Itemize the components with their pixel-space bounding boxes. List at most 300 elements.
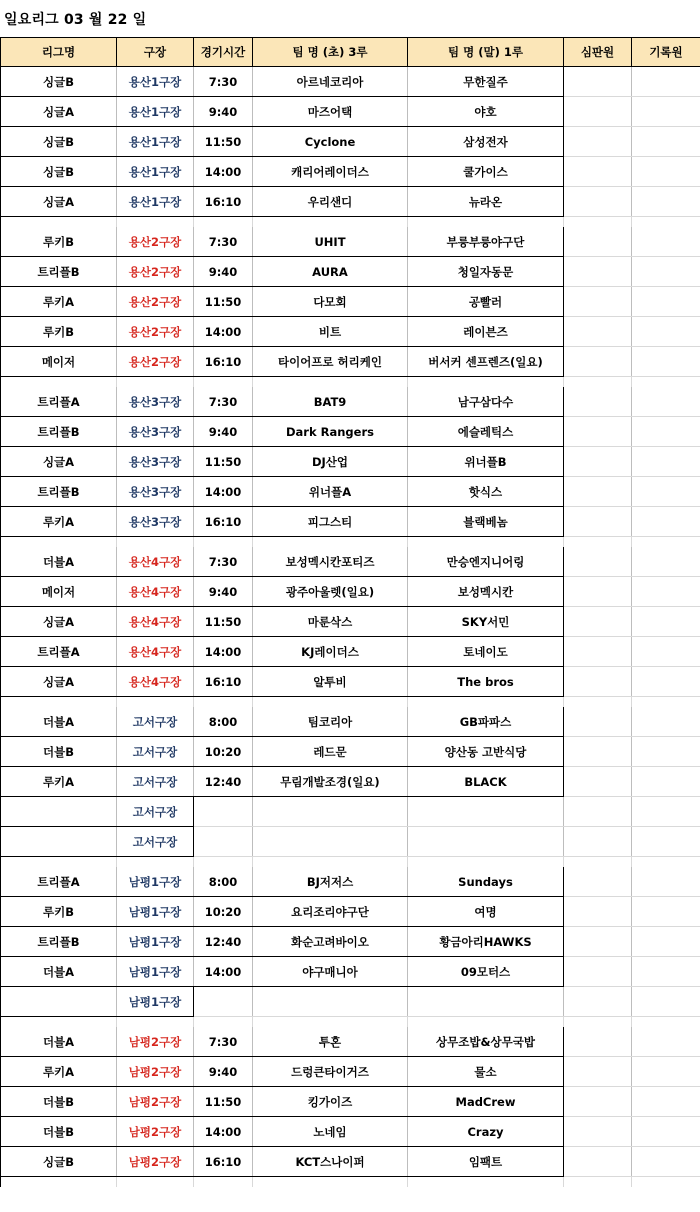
league-cell: 트리플B	[1, 927, 117, 957]
scorer-cell	[632, 257, 700, 287]
umpire-cell	[564, 897, 632, 927]
team-bottom-cell: 레이븐즈	[408, 317, 564, 347]
venue-cell: 용산4구장	[117, 607, 194, 637]
venue-cell: 용산1구장	[117, 97, 194, 127]
scorer-cell	[632, 447, 700, 477]
league-cell: 싱글A	[1, 667, 117, 697]
group-spacer	[1, 217, 700, 228]
umpire-cell	[564, 547, 632, 577]
umpire-cell	[564, 797, 632, 827]
league-cell	[1, 987, 117, 1017]
time-cell: 7:30	[194, 547, 253, 577]
time-cell: 9:40	[194, 1057, 253, 1087]
spacer-cell	[564, 537, 632, 548]
umpire-cell	[564, 1147, 632, 1177]
league-cell: 루키A	[1, 507, 117, 537]
venue-cell: 고서구장	[117, 797, 194, 827]
league-cell: 더블A	[1, 547, 117, 577]
league-cell: 싱글B	[1, 67, 117, 97]
team-top-cell: 야구매니아	[253, 957, 408, 987]
umpire-cell	[564, 927, 632, 957]
time-cell: 7:30	[194, 1027, 253, 1057]
league-cell: 싱글B	[1, 1147, 117, 1177]
time-cell	[194, 827, 253, 857]
league-cell: 루키A	[1, 287, 117, 317]
scorer-cell	[632, 507, 700, 537]
scorer-cell	[632, 737, 700, 767]
scorer-cell	[632, 317, 700, 347]
table-row	[1, 227, 700, 257]
scorer-cell	[632, 767, 700, 797]
team-top-cell: KJ레이더스	[253, 637, 408, 667]
venue-cell: 용산2구장	[117, 317, 194, 347]
team-bottom-cell: GB파파스	[408, 707, 564, 737]
time-cell: 9:40	[194, 257, 253, 287]
league-cell: 더블B	[1, 1117, 117, 1147]
team-top-cell	[253, 827, 408, 857]
spacer-cell	[408, 697, 564, 708]
scorer-cell	[632, 127, 700, 157]
spacer-cell	[408, 1017, 564, 1028]
venue-cell: 남평2구장	[117, 1027, 194, 1057]
team-bottom-cell: 양산동 고반식당	[408, 737, 564, 767]
team-bottom-cell: 여명	[408, 897, 564, 927]
table-row	[1, 97, 700, 127]
table-row	[1, 827, 700, 857]
time-cell: 14:00	[194, 1117, 253, 1147]
league-cell: 메이저	[1, 577, 117, 607]
team-bottom-cell: 뉴라온	[408, 187, 564, 217]
spacer-cell	[408, 857, 564, 868]
spacer-cell	[117, 377, 194, 388]
team-bottom-cell: 황금아리HAWKS	[408, 927, 564, 957]
umpire-cell	[564, 387, 632, 417]
team-bottom-cell: 야호	[408, 97, 564, 127]
group-spacer	[1, 857, 700, 868]
scorer-cell	[632, 227, 700, 257]
team-bottom-cell: 무한질주	[408, 67, 564, 97]
team-bottom-cell: SKY서민	[408, 607, 564, 637]
venue-cell: 용산1구장	[117, 67, 194, 97]
scorer-cell	[632, 387, 700, 417]
table-row	[1, 507, 700, 537]
table-row	[1, 987, 700, 1017]
time-cell: 14:00	[194, 157, 253, 187]
spacer-cell	[253, 217, 408, 228]
team-top-cell: UHIT	[253, 227, 408, 257]
team-top-cell: 노네임	[253, 1117, 408, 1147]
umpire-cell	[564, 577, 632, 607]
league-cell: 싱글B	[1, 157, 117, 187]
time-cell: 12:40	[194, 767, 253, 797]
scorer-cell	[632, 577, 700, 607]
spacer-cell	[1, 697, 117, 708]
venue-cell: 남평2구장	[117, 1057, 194, 1087]
scorer-cell	[632, 547, 700, 577]
header-row	[1, 38, 700, 67]
spacer-cell	[194, 1017, 253, 1028]
league-cell: 메이저	[1, 347, 117, 377]
spacer-cell	[253, 857, 408, 868]
spacer-cell	[194, 1177, 253, 1188]
table-row	[1, 1057, 700, 1087]
umpire-cell	[564, 287, 632, 317]
venue-cell: 고서구장	[117, 767, 194, 797]
time-cell: 11:50	[194, 287, 253, 317]
spacer-cell	[117, 537, 194, 548]
venue-cell: 용산3구장	[117, 507, 194, 537]
scorer-cell	[632, 897, 700, 927]
umpire-cell	[564, 317, 632, 347]
table-row	[1, 667, 700, 697]
team-bottom-cell: 블랙베놈	[408, 507, 564, 537]
spacer-cell	[194, 857, 253, 868]
schedule-table	[0, 37, 700, 1187]
time-cell: 9:40	[194, 577, 253, 607]
league-cell: 루키A	[1, 1057, 117, 1087]
table-row	[1, 347, 700, 377]
spacer-cell	[1, 217, 117, 228]
time-cell: 7:30	[194, 67, 253, 97]
scorer-cell	[632, 157, 700, 187]
team-bottom-cell: Crazy	[408, 1117, 564, 1147]
umpire-cell	[564, 347, 632, 377]
time-cell: 14:00	[194, 477, 253, 507]
page-title: 일요리그 03 월 22 일	[4, 12, 147, 28]
scorer-cell	[632, 827, 700, 857]
table-row	[1, 547, 700, 577]
table-row	[1, 957, 700, 987]
team-top-cell: Dark Rangers	[253, 417, 408, 447]
team-top-cell: BJ저저스	[253, 867, 408, 897]
venue-cell: 용산3구장	[117, 447, 194, 477]
header-scorer: 기록원	[632, 38, 700, 67]
league-cell: 싱글A	[1, 187, 117, 217]
spacer-cell	[632, 857, 700, 868]
scorer-cell	[632, 347, 700, 377]
time-cell: 14:00	[194, 317, 253, 347]
team-top-cell: 드렁큰타이거즈	[253, 1057, 408, 1087]
venue-cell: 용산4구장	[117, 547, 194, 577]
team-top-cell: 킹가이즈	[253, 1087, 408, 1117]
venue-cell: 남평1구장	[117, 957, 194, 987]
team-bottom-cell: 물소	[408, 1057, 564, 1087]
league-cell: 더블A	[1, 957, 117, 987]
umpire-cell	[564, 1057, 632, 1087]
team-bottom-cell	[408, 987, 564, 1017]
venue-cell: 남평2구장	[117, 1117, 194, 1147]
time-cell: 11:50	[194, 127, 253, 157]
table-row	[1, 637, 700, 667]
venue-cell: 고서구장	[117, 737, 194, 767]
time-cell: 16:10	[194, 187, 253, 217]
team-bottom-cell: 부릉부릉야구단	[408, 227, 564, 257]
venue-cell: 용산2구장	[117, 257, 194, 287]
team-top-cell: 무림개발조경(일요)	[253, 767, 408, 797]
spacer-cell	[632, 697, 700, 708]
league-cell: 더블B	[1, 737, 117, 767]
scorer-cell	[632, 1117, 700, 1147]
league-cell: 루키B	[1, 897, 117, 927]
time-cell: 10:20	[194, 737, 253, 767]
table-row	[1, 1117, 700, 1147]
table-row	[1, 767, 700, 797]
scorer-cell	[632, 797, 700, 827]
team-bottom-cell	[408, 827, 564, 857]
team-top-cell: 마룬삭스	[253, 607, 408, 637]
umpire-cell	[564, 737, 632, 767]
spacer-cell	[117, 217, 194, 228]
team-top-cell: 우리샌디	[253, 187, 408, 217]
league-cell: 루키B	[1, 317, 117, 347]
team-bottom-cell: The bros	[408, 667, 564, 697]
team-bottom-cell	[408, 797, 564, 827]
team-bottom-cell: 보성멕시칸	[408, 577, 564, 607]
league-cell: 트리플B	[1, 417, 117, 447]
time-cell: 12:40	[194, 927, 253, 957]
header-team-bottom: 팀 명 (말) 1루	[408, 38, 564, 67]
league-cell: 더블A	[1, 707, 117, 737]
team-top-cell: Cyclone	[253, 127, 408, 157]
table-row	[1, 577, 700, 607]
venue-cell: 용산1구장	[117, 127, 194, 157]
team-bottom-cell: 버서커 센프렌즈(일요)	[408, 347, 564, 377]
group-spacer	[1, 1177, 700, 1188]
league-cell: 싱글A	[1, 97, 117, 127]
umpire-cell	[564, 67, 632, 97]
group-spacer	[1, 1017, 700, 1028]
umpire-cell	[564, 667, 632, 697]
team-top-cell: KCT스나이퍼	[253, 1147, 408, 1177]
table-row	[1, 737, 700, 767]
team-bottom-cell: 핫식스	[408, 477, 564, 507]
umpire-cell	[564, 987, 632, 1017]
team-top-cell: 아르네코리아	[253, 67, 408, 97]
team-bottom-cell: 만승엔지니어링	[408, 547, 564, 577]
venue-cell: 용산2구장	[117, 227, 194, 257]
umpire-cell	[564, 187, 632, 217]
umpire-cell	[564, 1117, 632, 1147]
scorer-cell	[632, 957, 700, 987]
spacer-cell	[194, 217, 253, 228]
spacer-cell	[632, 1177, 700, 1188]
umpire-cell	[564, 1027, 632, 1057]
team-top-cell	[253, 797, 408, 827]
team-bottom-cell: 임팩트	[408, 1147, 564, 1177]
table-row	[1, 387, 700, 417]
time-cell: 7:30	[194, 387, 253, 417]
time-cell: 14:00	[194, 957, 253, 987]
scorer-cell	[632, 97, 700, 127]
team-bottom-cell: 토네이도	[408, 637, 564, 667]
league-cell: 싱글A	[1, 447, 117, 477]
venue-cell: 용산4구장	[117, 637, 194, 667]
header-time: 경기시간	[194, 38, 253, 67]
scorer-cell	[632, 607, 700, 637]
scorer-cell	[632, 187, 700, 217]
spacer-cell	[117, 1177, 194, 1188]
spacer-cell	[632, 537, 700, 548]
time-cell: 11:50	[194, 1087, 253, 1117]
league-cell	[1, 797, 117, 827]
table-row	[1, 447, 700, 477]
time-cell: 8:00	[194, 707, 253, 737]
table-row	[1, 127, 700, 157]
spacer-cell	[1, 857, 117, 868]
league-cell: 더블B	[1, 1087, 117, 1117]
scorer-cell	[632, 867, 700, 897]
venue-cell: 용산2구장	[117, 347, 194, 377]
time-cell	[194, 987, 253, 1017]
time-cell: 16:10	[194, 1147, 253, 1177]
umpire-cell	[564, 607, 632, 637]
time-cell: 11:50	[194, 607, 253, 637]
league-cell: 루키B	[1, 227, 117, 257]
umpire-cell	[564, 957, 632, 987]
team-top-cell: 비트	[253, 317, 408, 347]
spacer-cell	[408, 377, 564, 388]
spacer-cell	[253, 697, 408, 708]
team-bottom-cell: 에슬레틱스	[408, 417, 564, 447]
spacer-cell	[117, 697, 194, 708]
league-cell: 트리플B	[1, 477, 117, 507]
time-cell: 14:00	[194, 637, 253, 667]
spacer-cell	[194, 697, 253, 708]
table-row	[1, 797, 700, 827]
table-row	[1, 707, 700, 737]
table-row	[1, 257, 700, 287]
spacer-cell	[117, 1017, 194, 1028]
time-cell: 8:00	[194, 867, 253, 897]
umpire-cell	[564, 507, 632, 537]
scorer-cell	[632, 1057, 700, 1087]
team-bottom-cell: 남구삼다수	[408, 387, 564, 417]
spacer-cell	[1, 377, 117, 388]
spacer-cell	[564, 1017, 632, 1028]
team-top-cell: BAT9	[253, 387, 408, 417]
league-cell: 싱글A	[1, 607, 117, 637]
league-cell: 트리플A	[1, 637, 117, 667]
spacer-cell	[1, 1017, 117, 1028]
spacer-cell	[253, 537, 408, 548]
venue-cell: 고서구장	[117, 827, 194, 857]
scorer-cell	[632, 637, 700, 667]
team-bottom-cell: MadCrew	[408, 1087, 564, 1117]
team-top-cell: DJ산업	[253, 447, 408, 477]
team-bottom-cell: BLACK	[408, 767, 564, 797]
time-cell: 16:10	[194, 507, 253, 537]
header-umpire: 심판원	[564, 38, 632, 67]
spacer-cell	[1, 1177, 117, 1188]
team-top-cell: 화순고려바이오	[253, 927, 408, 957]
spacer-cell	[564, 217, 632, 228]
venue-cell: 남평1구장	[117, 987, 194, 1017]
time-cell: 11:50	[194, 447, 253, 477]
umpire-cell	[564, 157, 632, 187]
team-top-cell	[253, 987, 408, 1017]
umpire-cell	[564, 827, 632, 857]
team-bottom-cell: 09모터스	[408, 957, 564, 987]
venue-cell: 남평1구장	[117, 897, 194, 927]
league-cell	[1, 827, 117, 857]
league-cell: 트리플B	[1, 257, 117, 287]
scorer-cell	[632, 987, 700, 1017]
spacer-cell	[632, 1017, 700, 1028]
table-row	[1, 1147, 700, 1177]
spacer-cell	[632, 217, 700, 228]
time-cell: 7:30	[194, 227, 253, 257]
spacer-cell	[408, 537, 564, 548]
spacer-cell	[564, 1177, 632, 1188]
umpire-cell	[564, 97, 632, 127]
table-row	[1, 1087, 700, 1117]
scorer-cell	[632, 1087, 700, 1117]
spacer-cell	[564, 857, 632, 868]
team-top-cell: 팀코리아	[253, 707, 408, 737]
umpire-cell	[564, 227, 632, 257]
spacer-cell	[408, 1177, 564, 1188]
team-top-cell: 광주아울렛(일요)	[253, 577, 408, 607]
team-top-cell: 레드문	[253, 737, 408, 767]
group-spacer	[1, 377, 700, 388]
team-top-cell: 보성멕시칸포티즈	[253, 547, 408, 577]
time-cell: 10:20	[194, 897, 253, 927]
team-bottom-cell: 쿨가이스	[408, 157, 564, 187]
league-cell: 싱글B	[1, 127, 117, 157]
scorer-cell	[632, 287, 700, 317]
team-bottom-cell: 상무조밥&상무국밥	[408, 1027, 564, 1057]
table-row	[1, 417, 700, 447]
umpire-cell	[564, 707, 632, 737]
table-row	[1, 67, 700, 97]
venue-cell: 용산3구장	[117, 387, 194, 417]
scorer-cell	[632, 417, 700, 447]
league-cell: 트리플A	[1, 867, 117, 897]
group-spacer	[1, 537, 700, 548]
header-league: 리그명	[1, 38, 117, 67]
venue-cell: 용산3구장	[117, 417, 194, 447]
team-top-cell: 다모회	[253, 287, 408, 317]
team-top-cell: 마즈어택	[253, 97, 408, 127]
venue-cell: 용산1구장	[117, 157, 194, 187]
table-row	[1, 287, 700, 317]
team-top-cell: 요리조리야구단	[253, 897, 408, 927]
time-cell: 9:40	[194, 417, 253, 447]
umpire-cell	[564, 1087, 632, 1117]
venue-cell: 남평2구장	[117, 1147, 194, 1177]
spacer-cell	[253, 1177, 408, 1188]
umpire-cell	[564, 477, 632, 507]
spacer-cell	[632, 377, 700, 388]
umpire-cell	[564, 867, 632, 897]
spacer-cell	[564, 377, 632, 388]
team-top-cell: 투혼	[253, 1027, 408, 1057]
scorer-cell	[632, 1147, 700, 1177]
scorer-cell	[632, 1027, 700, 1057]
umpire-cell	[564, 257, 632, 287]
schedule-body	[1, 67, 700, 1188]
team-bottom-cell: Sundays	[408, 867, 564, 897]
team-bottom-cell: 위너플B	[408, 447, 564, 477]
table-row	[1, 187, 700, 217]
table-row	[1, 927, 700, 957]
venue-cell: 용산4구장	[117, 577, 194, 607]
league-cell: 트리플A	[1, 387, 117, 417]
team-bottom-cell: 삼성전자	[408, 127, 564, 157]
table-row	[1, 317, 700, 347]
team-bottom-cell: 공빨러	[408, 287, 564, 317]
table-row	[1, 1027, 700, 1057]
